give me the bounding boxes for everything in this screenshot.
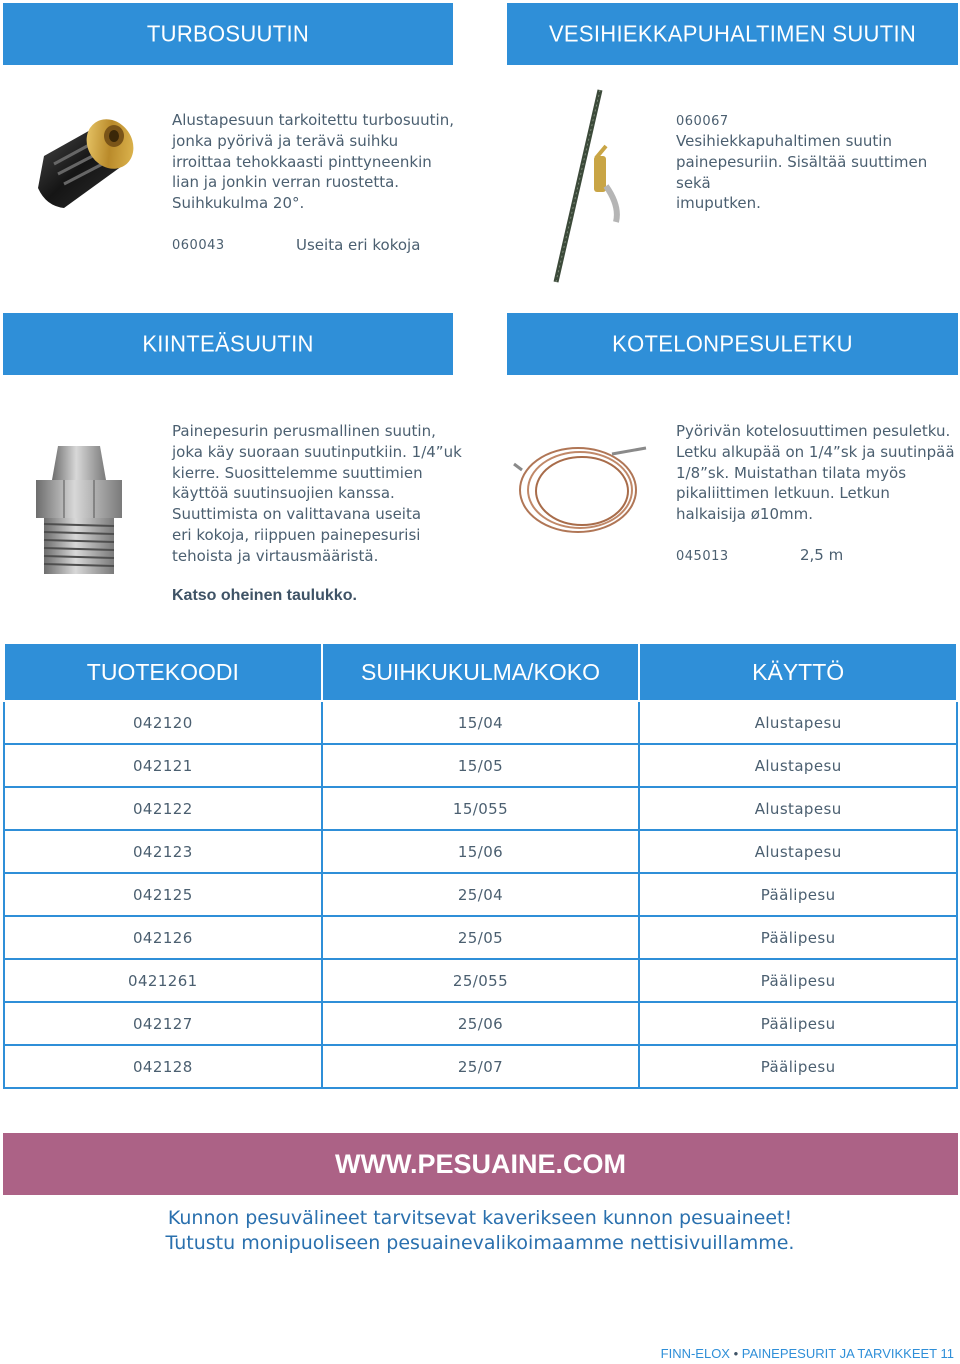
cell-code: 042126 — [4, 916, 322, 959]
turbo-description — [172, 110, 454, 214]
sand-description — [676, 131, 960, 214]
turbo-section-title: TURBOSUUTIN — [146, 20, 310, 47]
hose-length: 2,5 m — [800, 546, 844, 564]
fixed-section-title: KIINTEÄSUUTIN — [142, 330, 314, 357]
fixed-desc-line: kierre. Suosittelemme suuttimien — [172, 463, 423, 482]
cell-angle: 25/055 — [322, 959, 640, 1002]
cell-code: 042121 — [4, 744, 322, 787]
sand-desc-line: imuputken. — [676, 194, 761, 213]
cell-usage: Alustapesu — [639, 830, 957, 873]
cell-angle: 15/05 — [322, 744, 640, 787]
cell-usage: Päälipesu — [639, 959, 957, 1002]
sand-section-title: VESIHIEKKAPUHALTIMEN SUUTIN — [548, 20, 917, 47]
footer-brand: FINN-ELOX — [660, 1346, 730, 1361]
table-header-row — [4, 644, 957, 701]
cell-code: 042128 — [4, 1045, 322, 1088]
hose-coil-image — [512, 440, 652, 540]
footer-section: PAINEPESURIT JA TARVIKKEET — [741, 1346, 937, 1361]
hose-desc-line: pikaliittimen letkuun. Letkun — [676, 484, 890, 503]
table-reference-note: Katso oheinen taulukko. — [172, 587, 357, 604]
fixed-desc-line: eri kokoja, riippuen painepesurisi — [172, 525, 421, 544]
fixed-desc-line: tehoista ja virtausmääristä. — [172, 546, 379, 565]
cell-angle: 15/06 — [322, 830, 640, 873]
promo-line-2: Tutustu monipuoliseen pesuainevalikoimaamme nettisivuillamme. — [165, 1232, 795, 1254]
cell-code: 042123 — [4, 830, 322, 873]
hose-product-code: 045013 — [676, 549, 729, 564]
sandblaster-nozzle-image — [540, 86, 620, 286]
fixed-desc-line: käyttöä suutinsuojien kanssa. — [172, 484, 395, 503]
turbo-size-note: Useita eri kokoja — [296, 236, 421, 254]
turbo-desc-line: jonka pyörivä ja terävä suihku — [172, 131, 399, 150]
cell-usage: Päälipesu — [639, 1002, 957, 1045]
turbo-nozzle-image — [24, 108, 154, 216]
promo-banner[interactable] — [3, 1133, 958, 1195]
table-row — [4, 959, 957, 1002]
cell-usage: Päälipesu — [639, 1045, 957, 1088]
cell-angle: 15/055 — [322, 787, 640, 830]
table-row — [4, 787, 957, 830]
hose-section-title: KOTELONPESULETKU — [612, 330, 853, 357]
cell-usage: Alustapesu — [639, 744, 957, 787]
sand-desc-line: painepesuriin. Sisältää suuttimen sekä — [676, 152, 928, 192]
hose-desc-line: halkaisija ø10mm. — [676, 505, 814, 524]
hose-description — [676, 421, 955, 525]
cell-code: 0421261 — [4, 959, 322, 1002]
hose-desc-line: 1/8”sk. Muistathan tilata myös — [676, 463, 907, 482]
cell-angle: 25/07 — [322, 1045, 640, 1088]
footer-page-number: 11 — [940, 1346, 954, 1361]
turbo-desc-line: irroittaa tehokkaasti pinttyneenkin — [172, 152, 432, 171]
column-header-code: TUOTEKOODI — [4, 644, 322, 701]
table-row — [4, 701, 957, 744]
fixed-section-banner — [3, 313, 453, 375]
turbo-desc-line: Alustapesuun tarkoitettu turbosuutin, — [172, 111, 454, 129]
sand-desc-line: Vesihiekkapuhaltimen suutin — [676, 132, 892, 150]
cell-usage: Päälipesu — [639, 916, 957, 959]
cell-angle: 15/04 — [322, 701, 640, 744]
column-header-usage: KÄYTTÖ — [639, 644, 957, 701]
cell-usage: Päälipesu — [639, 873, 957, 916]
footer-separator: • — [733, 1346, 739, 1361]
turbo-section-banner — [3, 3, 453, 65]
cell-usage: Alustapesu — [639, 787, 957, 830]
cell-usage: Alustapesu — [639, 701, 957, 744]
cell-code: 042122 — [4, 787, 322, 830]
cell-angle: 25/05 — [322, 916, 640, 959]
cell-code: 042125 — [4, 873, 322, 916]
sand-product-code: 060067 — [676, 114, 729, 129]
column-header-angle: SUIHKUKULMA/KOKO — [322, 644, 640, 701]
turbo-product-code: 060043 — [172, 238, 225, 253]
fixed-desc-line: Suuttimista on valittavana useita — [172, 505, 422, 524]
fixed-nozzle-image — [30, 440, 128, 578]
cell-angle: 25/04 — [322, 873, 640, 916]
table-row — [4, 873, 957, 916]
hose-desc-line: Letku alkupää on 1/4”sk ja suutinpää — [676, 442, 955, 461]
turbo-desc-line: lian ja jonkin verran ruostetta. — [172, 173, 400, 192]
promo-url-link[interactable]: WWW.PESUAINE.COM — [335, 1148, 626, 1179]
table-row — [4, 1045, 957, 1088]
cell-code: 042120 — [4, 701, 322, 744]
sand-section-banner — [507, 3, 958, 65]
nozzle-table — [3, 644, 958, 1089]
page-footer — [661, 1346, 954, 1361]
table-row — [4, 916, 957, 959]
turbo-desc-line: Suihkukulma 20°. — [172, 194, 305, 213]
cell-angle: 25/06 — [322, 1002, 640, 1045]
promo-line-1: Kunnon pesuvälineet tarvitsevat kaverikseen kunnon pesuaineet! — [167, 1207, 793, 1229]
fixed-description — [172, 421, 462, 567]
cell-code: 042127 — [4, 1002, 322, 1045]
table-row — [4, 744, 957, 787]
fixed-desc-line: joka käy suoraan suutinputkiin. 1/4”uk — [172, 442, 462, 461]
hose-section-banner — [507, 313, 958, 375]
hose-desc-line: Pyörivän kotelosuuttimen pesuletku. — [676, 422, 951, 440]
table-row — [4, 1002, 957, 1045]
fixed-desc-line: Painepesurin perusmallinen suutin, — [172, 422, 436, 440]
table-row — [4, 830, 957, 873]
